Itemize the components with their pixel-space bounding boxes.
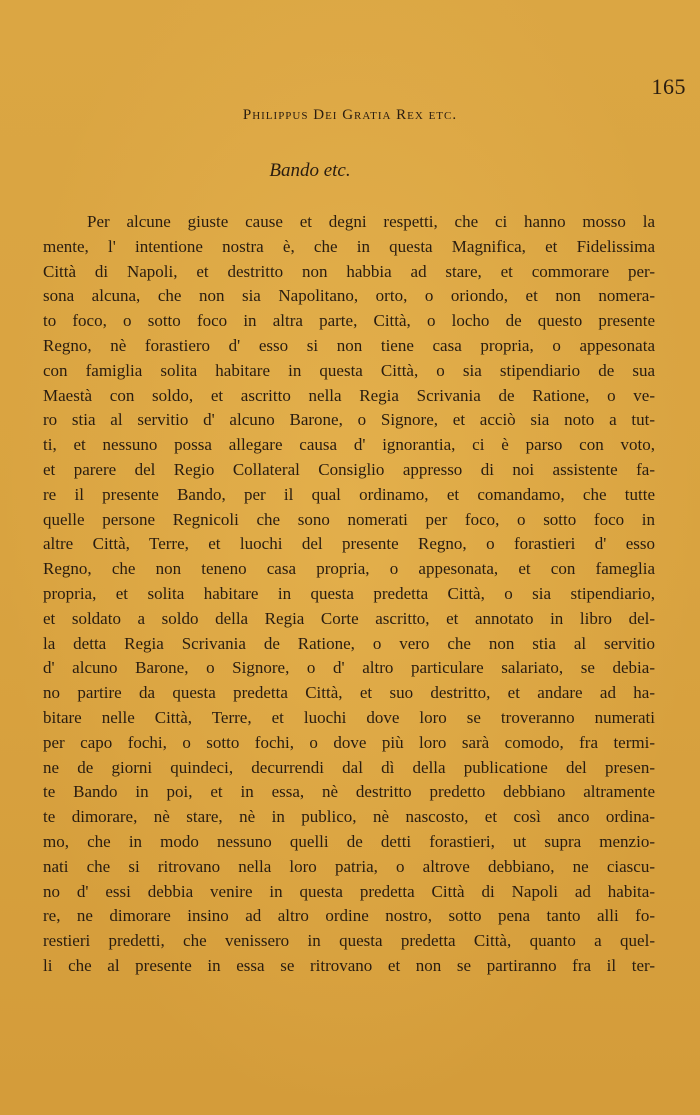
text-line: et parere del Regio Collateral Consiglio appresso di noi assistente fa- [43, 459, 655, 479]
text-line: no partire da questa predetta Città, et suo destritto, et andare ad ha- [43, 683, 655, 703]
text-line: la detta Regia Scrivania de Ratione, o vero che non stia al servitio [43, 633, 655, 653]
text-line: te Bando in poi, et in essa, nè destritto predetto debbiano altramente [43, 782, 655, 802]
text-line: et soldato a soldo della Regia Corte ascritto, et annotato in libro del- [43, 608, 655, 628]
text-line: li che al presente in essa se ritrovano et non se partiranno fra il ter- [43, 955, 655, 975]
text-line: re, ne dimorare insino ad altro ordine nostro, sotto pena tanto alli fo- [43, 906, 655, 926]
text-line: quelle persone Regnicoli che sono nomerati per foco, o sotto foco in [43, 509, 655, 529]
text-line: d' alcuno Barone, o Signore, o d' altro particulare salariato, se debia- [43, 658, 655, 678]
running-head: Philippus Dei Gratia Rex etc. [242, 107, 458, 123]
text-line: no d' essi debbia venire in questa predetta Città di Napoli ad habita- [43, 881, 655, 901]
text-line: propria, et solita habitare in questa predetta Città, o sia stipendiario, [43, 583, 655, 603]
text-line: sona alcuna, che non sia Napolitano, orto, o oriondo, et non nomera- [43, 286, 655, 306]
text-line: mo, che in modo nessuno quelli de detti forastieri, ut supra menzio- [43, 831, 655, 851]
text-line: re il presente Bando, per il qual ordinamo, et comandamo, che tutte [43, 484, 655, 504]
text-line: Per alcune giuste cause et degni respetti, che ci hanno mosso la [87, 212, 655, 231]
body-text [43, 210, 655, 979]
text-line: Maestà con soldo, et ascritto nella Regia Scrivania de Ratione, o ve- [43, 385, 655, 405]
text-line: Regno, nè forastiero d' esso si non tiene casa propria, o appesonata [43, 335, 655, 355]
text-line: ro stia al servitio d' alcuno Barone, o Signore, et acciò sia noto a tut- [43, 410, 655, 430]
page-number: 165 [651, 74, 686, 99]
text-line: ti, et nessuno possa allegare causa d' ignorantia, ci è parso con voto, [43, 435, 655, 455]
text-line: bitare nelle Città, Terre, et luochi dove loro se troveranno numerati [43, 707, 655, 727]
text-line: Regno, che non teneno casa propria, o appesonata, et con fameglia [43, 559, 655, 579]
text-line: ne de giorni quindeci, decurrendi dal dì della publicatione del presen- [43, 757, 655, 777]
text-line: altre Città, Terre, et luochi del presente Regno, o forastieri d' esso [43, 534, 655, 554]
section-title: Bando etc. [269, 160, 351, 181]
text-line: mente, l' intentione nostra è, che in questa Magnifica, et Fidelissima [43, 236, 655, 256]
text-line: te dimorare, nè stare, nè in publico, nè nascosto, et così anco ordina- [43, 807, 655, 827]
text-line: restieri predetti, che venissero in questa predetta Città, quanto a quel- [43, 931, 655, 951]
text-line: Città di Napoli, et destritto non habbia ad stare, et commorare per- [43, 261, 655, 281]
text-line: to foco, o sotto foco in altra parte, Città, o locho de questo presente [43, 311, 655, 331]
text-line: nati che si ritrovano nella loro patria, o altrove debbiano, ne ciascu- [43, 856, 655, 876]
text-line: per capo fochi, o sotto fochi, o dove più loro sarà comodo, fra termi- [43, 732, 655, 752]
text-line: con famiglia solita habitare in questa Città, o sia stipendiario de sua [43, 360, 655, 380]
